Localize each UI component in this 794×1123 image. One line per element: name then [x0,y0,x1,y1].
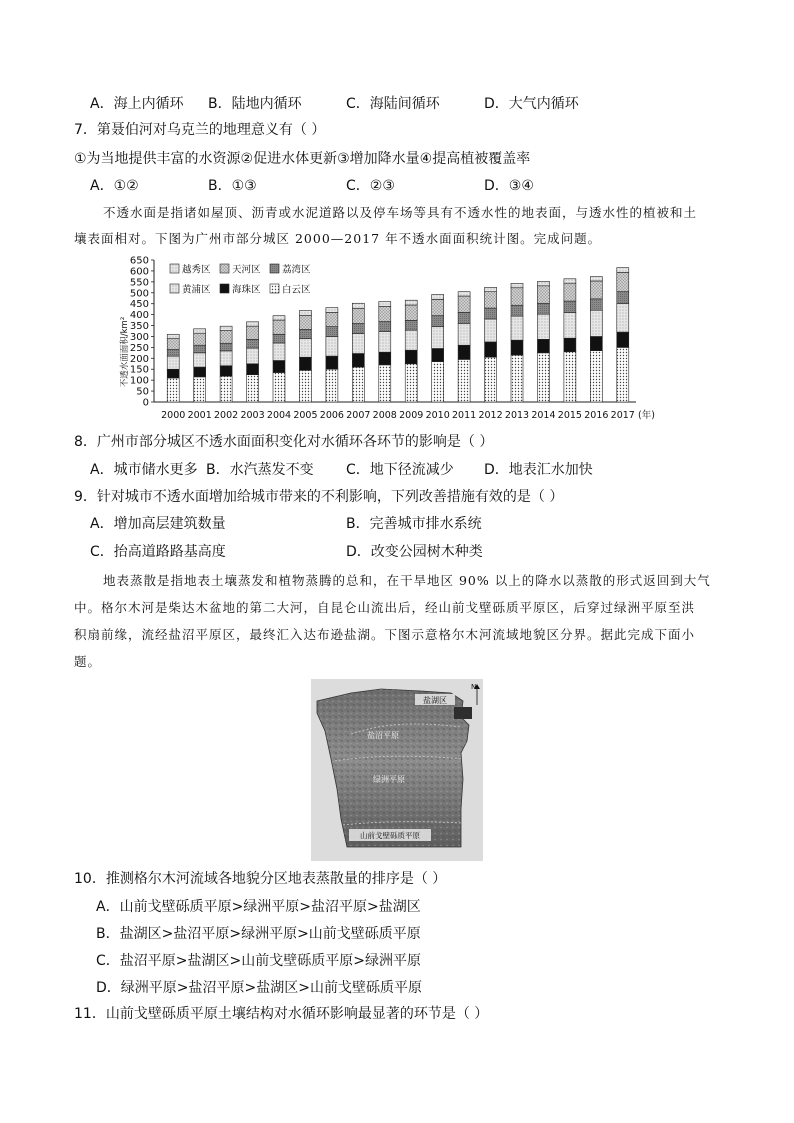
bar-segment [273,343,285,360]
x-tick-label: 2002 [214,410,239,421]
chart-svg [118,252,670,424]
bar-segment [299,370,311,402]
bar-segment [326,327,338,337]
bar-segment [379,365,391,402]
bar-segment [458,345,470,359]
x-axis-unit: (年) [638,410,655,421]
bar-segment [379,302,391,307]
q9-option-a: A．增加高层建筑数量 [90,516,226,532]
y-tick-label: 50 [136,386,149,398]
bar-segment [432,295,444,300]
legend-label: 黄浦区 [182,284,211,296]
x-tick-label: 2009 [399,410,424,421]
bar-segment [299,357,311,370]
bar-segment [194,333,206,345]
bar-segment [352,333,364,353]
bar-segment [273,334,285,343]
y-axis-label: 不透水面面积/km² [120,316,130,388]
bar-segment [194,329,206,333]
north-label: N [471,683,477,691]
bar-segment [220,343,232,351]
salt-lake-dark [454,707,472,719]
bar-segment [379,322,391,332]
bar-segment [564,338,576,352]
bar-segment [326,369,338,402]
bar-segment [537,353,549,402]
bar-segment [432,348,444,361]
bar-segment [458,312,470,323]
x-tick-label: 2017 [610,410,635,421]
y-tick-label: 400 [129,310,149,322]
bar-segment [537,303,549,314]
x-tick-label: 2015 [557,410,582,421]
y-tick-label: 100 [129,375,149,387]
bar-segment [273,320,285,334]
bar-segment [458,292,470,296]
bar-segment [458,296,470,312]
bar-segment [537,339,549,353]
y-tick-label: 500 [129,288,149,300]
q10-option-d: D．绿洲平原>盐沼平原>盐湖区>山前戈壁砾质平原 [96,980,422,996]
passage2-line1: 地表蒸散是指地表土壤蒸发和植物蒸腾的总和，在干旱地区 90% 以上的降水以蒸散的形式返回到大气 [103,573,711,588]
bar-segment [273,316,285,320]
passage2-line2: 中。格尔木河是柴达木盆地的第二大河，自昆仑山流出后，经山前戈壁砾质平原区，后穿过绿洲平原至洪 [74,600,696,615]
bar-segment [405,350,417,364]
bar-segment [326,356,338,369]
q9-option-b: B．完善城市排水系统 [346,516,482,532]
x-tick-label: 2007 [346,410,371,421]
map-svg [311,679,483,861]
q8-option-b: B．水汽蒸发不变 [206,462,314,478]
legend-label: 荔湾区 [282,264,311,276]
bar-segment [564,312,576,338]
bar-segment [299,329,311,338]
bar-segment [617,304,629,332]
y-tick-label: 250 [129,342,149,354]
bar-segment [564,283,576,301]
legend-label: 白云区 [282,284,311,296]
bar-segment [564,301,576,312]
bar-segment [590,277,602,281]
legend-swatch [170,264,179,273]
bar-segment [511,340,523,355]
y-tick-label: 150 [129,364,149,376]
q10-option-b: B．盐湖区>盐沼平原>绿洲平原>山前戈壁砾质平原 [96,926,421,942]
q9-option-c: C．抬高道路路基高度 [90,544,226,560]
y-tick-label: 350 [129,321,149,333]
bar-segment [617,268,629,273]
x-tick-label: 2010 [425,410,450,421]
legend-label: 越秀区 [182,264,211,276]
q6-option-c: C．海陆间循环 [346,96,440,112]
bar-segment [326,336,338,356]
x-tick-label: 2008 [372,410,397,421]
bar-segment [247,375,259,402]
bar-segment [247,322,259,326]
bar-segment [273,360,285,372]
bar-segment [617,292,629,304]
q7-option-c: C．②③ [346,178,395,194]
x-tick-label: 2012 [478,410,503,421]
x-tick-label: 2004 [266,410,292,421]
passage1-line2: 壤表面相对。下图为广州市部分城区 2000—2017 年不透水面面积统计图。完成问题。 [74,231,602,246]
bar-segment [352,354,364,368]
bar-segment [511,316,523,340]
bar-segment [220,331,232,344]
bar-segment [590,299,602,310]
bar-segment [299,339,311,358]
bar-segment [511,305,523,316]
y-tick-label: 200 [129,353,149,365]
bar-segment [432,299,444,315]
q7-option-b: B．①③ [208,178,257,194]
legend-swatch [270,264,279,273]
bar-segment [247,364,259,375]
passage2-line3: 积扇前缘，流经盐沼平原区，最终汇入达布逊盐湖。下图示意格尔木河流域地貌区分界。据此完成下面小 [74,627,696,642]
label-oasis: 绿洲平原 [373,775,405,784]
bar-segment [537,286,549,303]
q10-option-a: A．山前戈壁砾质平原>绿洲平原>盐沼平原>盐湖区 [96,899,421,915]
bar-segment [511,355,523,402]
q7-option-a: A．①② [90,178,139,194]
label-salt-lake: 盐湖区 [423,696,447,705]
bar-segment [590,351,602,402]
legend-swatch [170,284,179,293]
bar-segment [220,326,232,330]
bar-segment [326,312,338,326]
bar-segment [352,367,364,402]
bar-segment [220,376,232,402]
q7-statements: ①为当地提供丰富的水资源②促进水体更新③增加降水量④提高植被覆盖率 [74,151,531,167]
x-tick-label: 2013 [504,410,530,421]
legend-swatch [220,264,229,273]
bar-segment [537,281,549,285]
bar-segment [485,357,497,402]
q9-option-d: D．改变公园树木种类 [346,544,483,560]
bar-segment [352,324,364,334]
bar-segment [405,330,417,350]
bar-segment [194,353,206,367]
bar-segment [167,356,179,369]
bar-segment [511,283,523,287]
y-tick-label: 300 [129,331,149,343]
bar-segment [485,308,497,319]
bar-segment [590,336,602,350]
bar-segment [405,320,417,330]
bar-segment [220,366,232,376]
passage1-line1: 不透水面是指诸如屋顶、沥青或水泥道路以及停车场等具有不透水性的地表面，与透水性的植被和土 [103,205,698,220]
q8-option-d: D．地表汇水加快 [484,462,593,478]
bar-segment [617,272,629,291]
x-tick-label: 2011 [452,410,477,421]
bar-segment [405,305,417,320]
x-tick-label: 2016 [584,410,609,421]
bar-segment [485,342,497,357]
q8-stem: 8．广州市部分城区不透水面面积变化对水循环各环节的影响是（ ） [74,434,494,450]
bar-segment [617,347,629,402]
bar-segment [167,378,179,402]
y-tick-label: 600 [129,266,149,278]
legend-swatch [220,284,229,293]
bar-segment [352,308,364,323]
bar-segment [379,331,391,352]
q8-option-a: A．城市储水更多 [90,462,198,478]
q11-stem: 11．山前戈壁砾质平原土壤结构对水循环影响最显著的环节是（ ） [74,1006,489,1022]
bar-segment [326,308,338,313]
q6-option-a: A．海上内循环 [90,96,184,112]
bar-segment [247,339,259,348]
bar-segment [299,310,311,315]
bar-segment [590,281,602,299]
bar-segment [405,300,417,305]
legend-label: 海珠区 [232,284,261,296]
bar-segment [194,345,206,353]
bar-segment [194,367,206,377]
y-tick-label: 0 [142,397,149,409]
q7-stem: 7．第聂伯河对乌克兰的地理意义有（ ） [74,122,326,138]
bar-segment [194,377,206,402]
bar-segment [299,315,311,329]
legend-label: 天河区 [232,264,261,276]
bar-segment [511,288,523,305]
bar-segment [537,314,549,339]
q10-stem: 10．推测格尔木河流域各地貌分区地表蒸散量的排序是（ ） [74,871,447,887]
q7-option-d: D．③④ [484,178,534,194]
bar-segment [405,364,417,402]
bar-segment [220,351,232,366]
impervious-area-chart [118,252,670,424]
bar-segment [590,310,602,336]
x-tick-label: 2005 [293,410,318,421]
bar-segment [247,326,259,339]
bar-segment [564,279,576,283]
bar-segment [273,373,285,402]
bar-segment [485,292,497,308]
q9-stem: 9．针对城市不透水面增加给城市带来的不利影响，下列改善措施有效的是（ ） [74,489,564,505]
bar-segment [458,359,470,402]
y-tick-label: 550 [129,277,149,289]
label-salt-marsh: 盐沼平原 [367,731,399,740]
q8-option-c: C．地下径流减少 [346,462,454,478]
bar-segment [458,323,470,345]
bar-segment [564,352,576,402]
x-tick-label: 2006 [319,410,344,421]
bar-segment [379,352,391,365]
bar-segment [485,287,497,291]
geermu-river-landform-map [311,679,483,861]
q6-option-b: B．陆地内循环 [208,96,302,112]
bar-segment [167,350,179,357]
x-tick-label: 2014 [531,410,556,421]
bar-segment [247,348,259,364]
bar-segment [379,306,391,321]
bar-segment [167,369,179,378]
x-tick-label: 2003 [240,410,265,421]
passage2-line4: 题。 [74,654,102,669]
bar-segment [432,316,444,327]
x-tick-label: 2001 [187,410,212,421]
bar-segment [485,319,497,342]
q6-option-d: D．大气内循环 [484,96,579,112]
bar-segment [352,303,364,308]
q10-option-c: C．盐沼平原>盐湖区>山前戈壁砾质平原>绿洲平原 [96,953,421,969]
x-tick-label: 2000 [161,410,186,421]
legend-swatch [270,284,279,293]
y-tick-label: 650 [129,255,149,267]
label-gobi: 山前戈壁砾质平原 [360,831,420,840]
bar-segment [432,327,444,349]
bar-segment [167,334,179,338]
bar-segment [617,332,629,347]
bar-segment [432,362,444,402]
y-tick-label: 450 [129,299,149,311]
bar-segment [167,339,179,350]
